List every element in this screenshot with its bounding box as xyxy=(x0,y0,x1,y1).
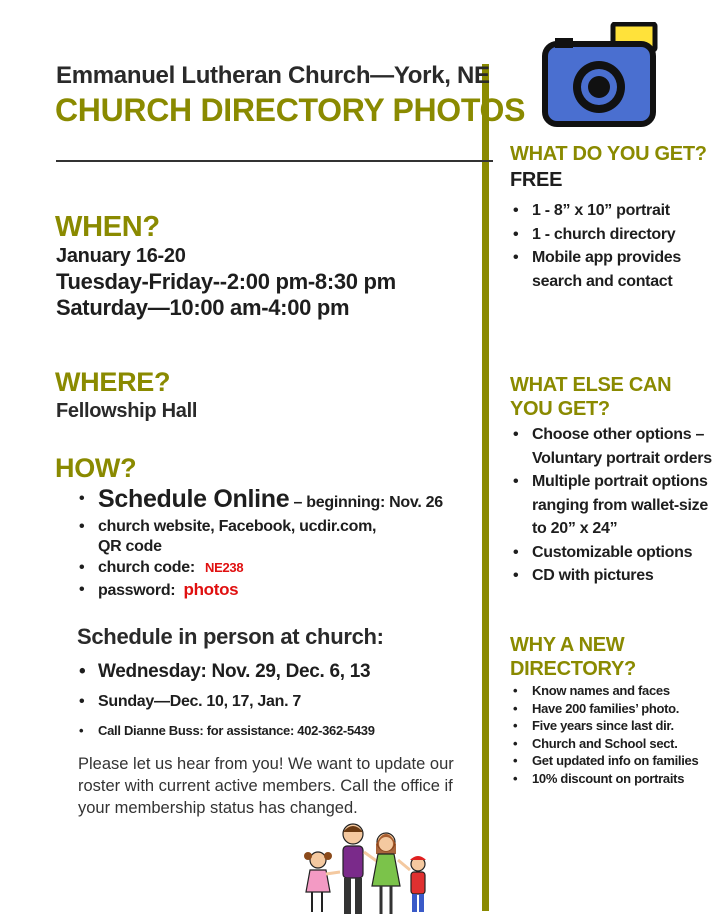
where-heading: WHERE? xyxy=(55,367,171,397)
password-label: password: xyxy=(98,582,176,599)
password-value: photos xyxy=(183,580,239,599)
why-list xyxy=(510,682,724,787)
online-channels: church website, Facebook, ucdir.com, xyxy=(98,518,377,535)
list-item xyxy=(76,579,476,602)
list-item: • Wednesday: Nov. 29, Dec. 6, 13 xyxy=(76,658,476,686)
list-item: • Get updated info on families xyxy=(510,752,724,770)
else-heading-line2: YOU GET? xyxy=(510,398,610,420)
get-list xyxy=(510,199,720,293)
when-heading: WHEN? xyxy=(55,211,160,243)
list-item: • Mobile app provides search and contact xyxy=(510,246,720,293)
where-place: Fellowship Hall xyxy=(56,400,198,422)
list-item: • Multiple portrait options ranging from wallet-size to 20” x 24” xyxy=(510,470,715,541)
else-heading xyxy=(510,373,671,421)
church-name: Emmanuel Lutheran Church—York, NE xyxy=(56,62,490,89)
camera-icon xyxy=(541,22,659,128)
membership-note: Please let us hear from you! We want to update our roster with current active members. Call the office if your membership status has changed. xyxy=(78,755,454,817)
when-weekday-hours: Tuesday-Friday--2:00 pm-8:30 pm xyxy=(56,269,396,294)
list-item: • Sunday—Dec. 10, 17, Jan. 7 xyxy=(76,688,476,716)
else-heading-line1: WHAT ELSE CAN xyxy=(510,374,672,396)
list-item xyxy=(76,485,476,517)
when-date: January 16-20 xyxy=(56,245,186,267)
get-free: FREE xyxy=(510,169,563,191)
list-item: • Five years since last dir. xyxy=(510,717,724,735)
list-item: • Church and School sect. xyxy=(510,735,724,753)
list-item: • Have 200 families’ photo. xyxy=(510,700,724,718)
why-heading-line1: WHY A NEW xyxy=(510,634,625,656)
vertical-divider xyxy=(482,64,489,911)
page-title: CHURCH DIRECTORY PHOTOS xyxy=(55,92,526,128)
in-person-heading: Schedule in person at church: xyxy=(77,624,384,649)
get-heading: WHAT DO YOU GET? xyxy=(510,143,707,165)
list-item xyxy=(76,557,476,579)
online-channels-qr: QR code xyxy=(98,538,162,555)
family-illustration xyxy=(298,820,438,920)
list-item: • Choose other options – Voluntary portrait orders xyxy=(510,423,715,470)
how-heading: HOW? xyxy=(55,453,137,483)
why-heading-line2: DIRECTORY? xyxy=(510,658,636,680)
schedule-online-start: – beginning: Nov. 26 xyxy=(293,494,443,511)
schedule-online-title: Schedule Online xyxy=(98,485,290,513)
else-list xyxy=(510,423,715,588)
list-item: • CD with pictures xyxy=(510,564,715,588)
list-item xyxy=(76,517,476,557)
list-item: • 1 - 8” x 10” portrait xyxy=(510,199,720,223)
list-item: • 10% discount on portraits xyxy=(510,770,724,788)
church-code-label: church code: xyxy=(98,559,195,576)
list-item: • Customizable options xyxy=(510,541,715,565)
horizontal-divider xyxy=(56,160,493,162)
list-item: • Know names and faces xyxy=(510,682,724,700)
why-heading xyxy=(510,633,636,681)
list-item: • 1 - church directory xyxy=(510,223,720,247)
church-code-value: NE238 xyxy=(205,560,244,575)
how-list xyxy=(76,485,476,602)
list-item: • Call Dianne Buss: for assistance: 402-362-5439 xyxy=(76,718,476,744)
in-person-list xyxy=(76,658,476,744)
when-saturday-hours: Saturday—10:00 am-4:00 pm xyxy=(56,295,350,320)
